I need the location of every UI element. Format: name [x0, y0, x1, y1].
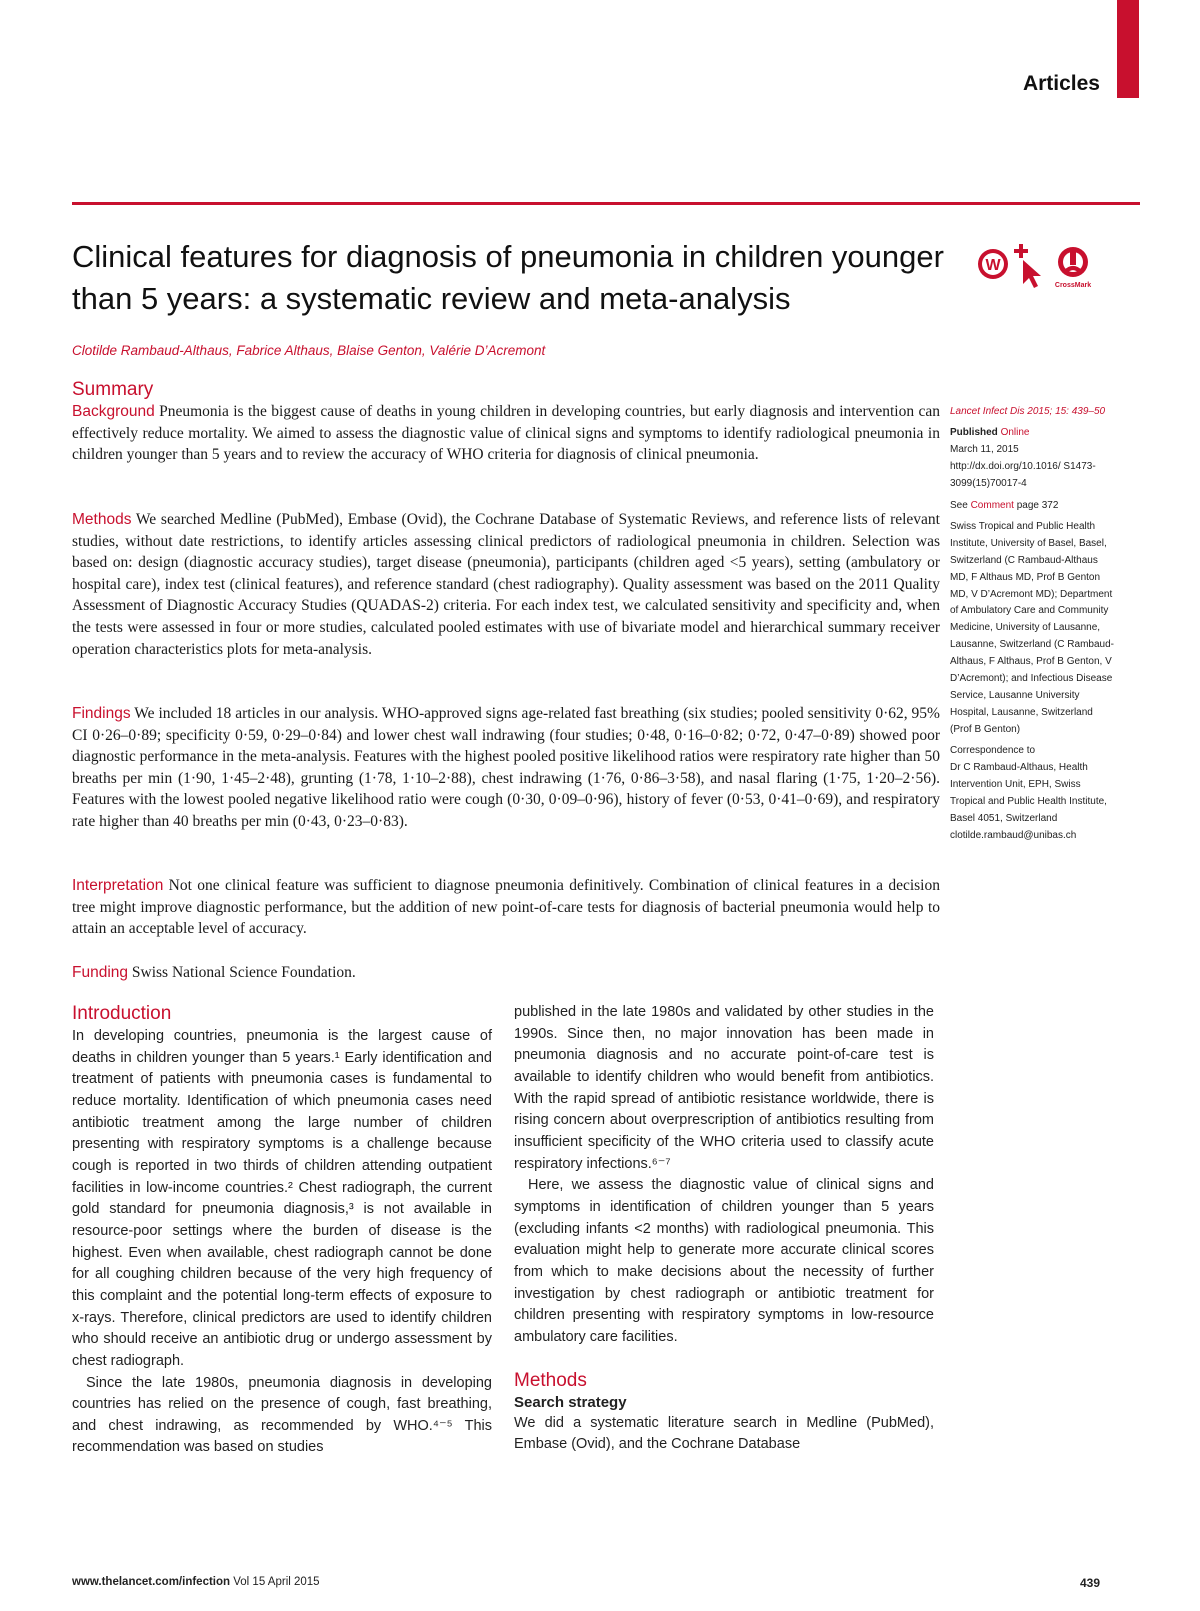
- published-online: Online: [1000, 427, 1030, 439]
- sidebar-notes: [950, 404, 1115, 849]
- background-text: Pneumonia is the biggest cause of deaths in young children in developing countries, but early diagnosis and intervention can effectively reduce mortality. We aimed to assess the diagnostic value of clinical signs and symptoms to identify radiological pneumonia in children younger than 5 years and to review the accuracy of WHO criteria for diagnosis of clinical pneumonia.: [72, 403, 941, 464]
- correspondence-label: Correspondence to: [950, 745, 1036, 757]
- correspondence-address: Dr C Rambaud-Althaus, Health Intervention Unit, EPH, Swiss Tropical and Public Health Institute, Basel 4051, Switzerland: [950, 762, 1107, 824]
- funding-label: Funding: [72, 964, 129, 981]
- abstract-background: [72, 401, 940, 466]
- header-rule: [72, 202, 1140, 205]
- page-number: 439: [1079, 1576, 1100, 1590]
- see-label: See: [950, 499, 968, 511]
- oa-badge-icon[interactable]: [978, 249, 1008, 279]
- cursor-plus-icon[interactable]: [1014, 244, 1041, 288]
- body-column-left: [72, 1002, 492, 1459]
- interpretation-label: Interpretation: [72, 877, 164, 894]
- funding-text: Swiss National Science Foundation.: [131, 964, 356, 981]
- published-date: March 11, 2015: [950, 444, 1019, 456]
- abstract-funding: [72, 962, 940, 984]
- search-strategy-heading: Search strategy: [514, 1393, 627, 1411]
- findings-label: Findings: [72, 705, 131, 722]
- footer-date: April 2015: [267, 1576, 320, 1588]
- abstract-findings: [72, 703, 940, 833]
- section-label: Articles: [1022, 72, 1100, 95]
- findings-text: We included 18 articles in our analysis. WHO-approved signs age-related fast breathing (six studies; pooled sensitivity 0·62, 95% CI 0·26–0·89; specificity 0·59, 0·29–0·84) and lower chest wall indrawing (four studies; 0·48, 0·16–0·82; 0·72, 0·47–0·89) showed poor diagnostic performance in the meta-analysis. Features with the highest pooled positive likelihood ratios were respiratory rate higher than 50 breaths per min (1·90, 1·45–2·48), grunting (1·78, 1·10–2·88), chest indrawing (1·76, 0·86–3·58), and nasal flaring (1·75, 1·20–2·56). Features with the lowest pooled negative likelihood ratio were cough (0·30, 0·09–0·96), history of fever (0·53, 0·41–0·69), and respiratory rate higher than 40 breaths per min (0·43, 0·23–0·83).: [72, 705, 940, 830]
- intro-paragraph-1: In developing countries, pneumonia is the largest cause of deaths in children younger than 5 years.¹ Early identification and treatment of patients with pneumonia cases is fundamental to reduce mortality. Identification of which pneumonia cases need antibiotic treatment among the large number of children presenting with respiratory symptoms is a challenge because cough is reported in two thirds of children attending outpatient facilities in low-income countries.² Chest radiograph, the current gold standard for pneumonia diagnosis,³ is not available in resource-poor settings where the burden of disease is the highest. Even when available, chest radiograph cannot be done for all coughing children because of the very high frequency of this complaint and the potential long-term effects of exposure to x-rays. Therefore, clinical predictors are used to identify children who should receive an antibiotic drug or undergo assessment by chest radiograph.: [72, 1028, 492, 1369]
- body-column-right: [514, 1002, 934, 1456]
- doi-link[interactable]: http://dx.doi.org/10.1016/ S1473-3099(15)70017-4: [950, 461, 1096, 490]
- background-label: Background: [72, 403, 155, 420]
- article-title: Clinical features for diagnosis of pneumonia in children younger than 5 years: a systematic review and meta-analysis: [72, 239, 944, 316]
- svg-text:W: W: [985, 257, 1001, 274]
- published-label: Published: [950, 427, 998, 439]
- intro-paragraph-4: Here, we assess the diagnostic value of clinical signs and symptoms in identification of children younger than 5 years (excluding infants <2 months) with radiological pneumonia. This evaluation might help to generate more accurate clinical scores from which to make decisions about the necessity of further investigation by chest radiograph or antibiotic treatment for children presenting with respiratory symptoms in low-resource ambulatory care facilities.: [514, 1177, 934, 1345]
- intro-paragraph-2: Since the late 1980s, pneumonia diagnosis in developing countries has relied on the presence of cough, fast breathing, and chest indrawing, as recommended by WHO.⁴⁻⁵ This recommendation was based on studies: [72, 1374, 492, 1456]
- interpretation-text: Not one clinical feature was sufficient to diagnose pneumonia definitively. Combination of clinical features in a decision tree might improve diagnostic performance, but the addition of new point-of-care tests for diagnosis of bacterial pneumonia would help to attain an acceptable level of accuracy.: [72, 877, 940, 938]
- crossmark-icon[interactable]: [1058, 247, 1088, 277]
- see-page: page 372: [1016, 499, 1059, 511]
- intro-paragraph-3: published in the late 1980s and validated by other studies in the 1990s. Since then, no major innovation has been made in pneumonia diagnosis and no accurate point-of-care test is available to identify children who would benefit from antibiotics. With the rapid spread of antibiotic resistance worldwide, there is rising concern about overprescription of antibiotics resulting from insufficient specificity of the WHO criteria used to classify acute respiratory infections.⁶⁻⁷: [514, 1004, 934, 1172]
- methods-text: We searched Medline (PubMed), Embase (Ovid), the Cochrane Database of Systematic Reviews, and reference lists of relevant studies, without date restrictions, to identify articles assessing clinical predictors of radiological pneumonia in children. Selection was based on: design (diagnostic accuracy studies), target disease (pneumonia), participants (children aged <5 years), setting (ambulatory or hospital care), index test (clinical features), and reference standard (chest radiography). Quality assessment was based on the 2011 Quality Assessment of Diagnostic Accuracy Studies (QUADAS-2) criteria. For each index test, we calculated sensitivity and specificity and, when the tests were assessed in four or more studies, calculated pooled estimates with use of bivariate model and hierarchical summary receiver operation characteristics plots for meta-analysis.: [72, 511, 940, 658]
- summary-heading: Summary: [72, 379, 154, 400]
- abstract-interpretation: [72, 875, 940, 940]
- crossmark-caption: CrossMark: [1054, 282, 1092, 289]
- badge-group: [975, 238, 1125, 298]
- methods-heading: Methods: [514, 1369, 587, 1391]
- search-paragraph-1: We did a systematic literature search in Medline (PubMed), Embase (Ovid), and the Cochrane Database: [514, 1414, 934, 1453]
- affiliations: Swiss Tropical and Public Health Institute, University of Basel, Basel, Switzerland (C Rambaud-Althaus MD, F Althaus MD, Prof B Genton MD, V D’Acremont MD); Department of Ambulatory Care and Community Medicine, University of Lausanne, Lausanne, Switzerland (C Rambaud-Althaus, F Althaus, Prof B Genton, V D’Acremont); and Infectious Disease Service, Lausanne University Hospital, Lausanne, Switzerland (Prof B Genton): [950, 520, 1114, 735]
- methods-label: Methods: [72, 511, 132, 528]
- abstract-methods: [72, 509, 940, 660]
- see-comment-link[interactable]: Comment: [970, 499, 1014, 511]
- author-list: Clotilde Rambaud-Althaus, Fabrice Althaus, Blaise Genton, Valérie D’Acremont: [72, 343, 546, 358]
- journal-citation: Lancet Infect Dis 2015; 15: 439–50: [950, 406, 1106, 417]
- footer-citation: [72, 1576, 320, 1588]
- corner-accent-bar: [1117, 0, 1139, 98]
- correspondence-email[interactable]: clotilde.rambaud@unibas.ch: [950, 829, 1077, 841]
- footer-volume: Vol 15: [233, 1576, 266, 1588]
- footer-url[interactable]: www.thelancet.com/infection: [72, 1576, 231, 1588]
- introduction-heading: Introduction: [72, 1003, 172, 1024]
